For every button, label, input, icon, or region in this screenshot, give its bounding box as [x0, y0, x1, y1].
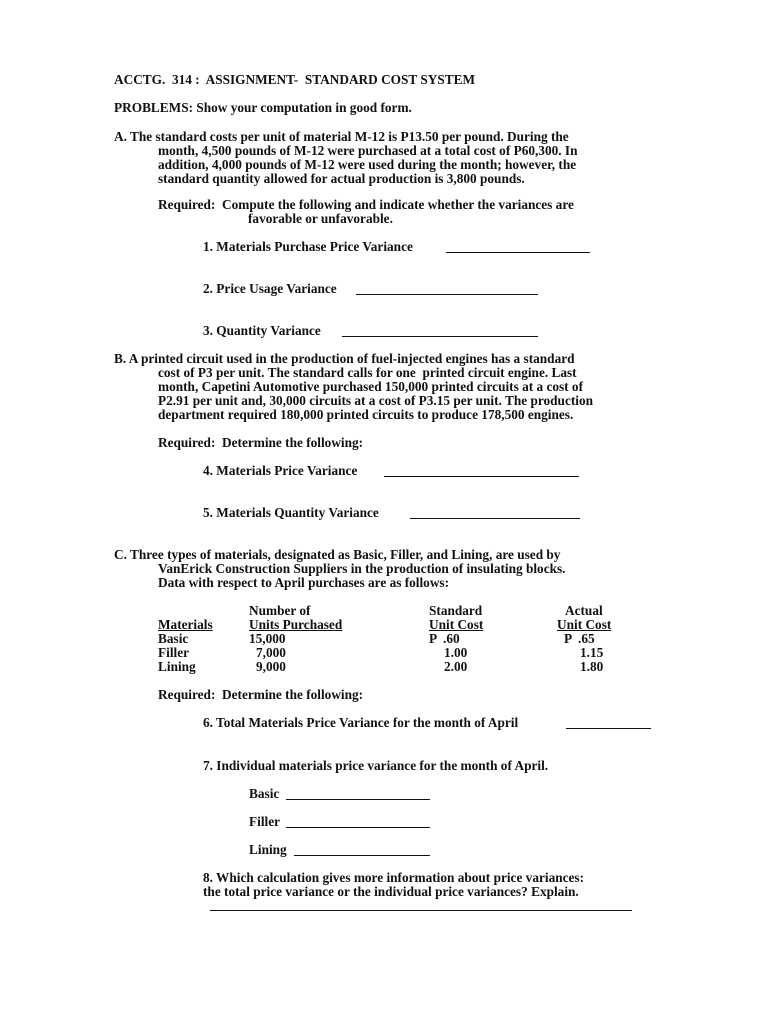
- question-4: 4. Materials Price Variance: [203, 463, 358, 478]
- problem-a-line: A. The standard costs per unit of material M-12 is P13.50 per pound. During the: [114, 129, 569, 144]
- answer-line-2[interactable]: [356, 294, 538, 295]
- table-header: Units Purchased: [249, 617, 343, 632]
- answer-line-3[interactable]: [342, 336, 538, 337]
- problem-a-line: addition, 4,000 pounds of M-12 were used during the month; however, the: [158, 157, 577, 172]
- table-header: Unit Cost: [429, 617, 484, 632]
- problem-a-line: month, 4,500 pounds of M-12 were purchased at a total cost of P60,300. In: [158, 143, 578, 158]
- question-3: 3. Quantity Variance: [203, 323, 321, 338]
- problem-a-required: Required: Compute the following and indicate whether the variances are: [158, 197, 574, 212]
- question-8: the total price variance or the individual price variances? Explain.: [203, 884, 579, 899]
- answer-line-6[interactable]: [566, 728, 651, 729]
- table-cell: P .65: [564, 631, 595, 646]
- problem-c-required: Required: Determine the following:: [158, 687, 364, 702]
- answer-line-lining[interactable]: [294, 855, 430, 856]
- answer-line-basic[interactable]: [286, 799, 430, 800]
- problem-c-line: Data with respect to April purchases are as follows:: [158, 575, 450, 590]
- table-cell: 9,000: [256, 659, 286, 674]
- answer-line-5[interactable]: [410, 518, 580, 519]
- problem-b-line: cost of P3 per unit. The standard calls for one printed circuit engine. Last: [158, 365, 577, 380]
- table-cell: P .60: [429, 631, 460, 646]
- question-5: 5. Materials Quantity Variance: [203, 505, 379, 520]
- answer-line-8[interactable]: [210, 910, 632, 911]
- q7-basic-label: Basic: [249, 786, 280, 801]
- table-cell: Filler: [158, 645, 190, 660]
- problem-b-line: P2.91 per unit and, 30,000 circuits at a cost of P3.15 per unit. The production: [158, 393, 594, 408]
- question-1: 1. Materials Purchase Price Variance: [203, 239, 413, 254]
- problem-b-line: month, Capetini Automotive purchased 150,000 printed circuits at a cost of: [158, 379, 584, 394]
- answer-line-4[interactable]: [384, 476, 579, 477]
- problem-a-line: standard quantity allowed for actual production is 3,800 pounds.: [158, 171, 525, 186]
- answer-line-1[interactable]: [446, 252, 590, 253]
- problem-a-required: favorable or unfavorable.: [248, 211, 393, 226]
- table-header: Unit Cost: [557, 617, 612, 632]
- answer-line-filler[interactable]: [286, 827, 430, 828]
- problem-c-line: VanErick Construction Suppliers in the production of insulating blocks.: [158, 561, 566, 576]
- problem-b-line: department required 180,000 printed circuits to produce 178,500 engines.: [158, 407, 574, 422]
- q7-lining-label: Lining: [249, 842, 287, 857]
- q7-filler-label: Filler: [249, 814, 281, 829]
- table-cell: 1.15: [580, 645, 604, 660]
- table-header-top: Actual: [565, 603, 603, 618]
- problem-b-line: B. A printed circuit used in the production of fuel-injected engines has a standard: [114, 351, 575, 366]
- table-cell: 1.80: [580, 659, 604, 674]
- table-cell: Basic: [158, 631, 189, 646]
- table-cell: 1.00: [444, 645, 468, 660]
- table-cell: 15,000: [249, 631, 286, 646]
- document-title: ACCTG. 314 : ASSIGNMENT- STANDARD COST SYSTEM: [114, 72, 476, 87]
- problem-c-line: C. Three types of materials, designated as Basic, Filler, and Lining, are used by: [114, 547, 561, 562]
- question-7: 7. Individual materials price variance for the month of April.: [203, 758, 549, 773]
- table-header-top: Number of: [249, 603, 311, 618]
- table-cell: 7,000: [256, 645, 286, 660]
- table-header-top: Standard: [429, 603, 483, 618]
- question-2: 2. Price Usage Variance: [203, 281, 337, 296]
- problem-b-required: Required: Determine the following:: [158, 435, 364, 450]
- question-8: 8. Which calculation gives more information about price variances:: [203, 870, 585, 885]
- instructions: PROBLEMS: Show your computation in good form.: [114, 100, 412, 115]
- table-cell: 2.00: [444, 659, 468, 674]
- table-cell: Lining: [158, 659, 196, 674]
- question-6: 6. Total Materials Price Variance for the month of April: [203, 715, 519, 730]
- table-header: Materials: [158, 617, 213, 632]
